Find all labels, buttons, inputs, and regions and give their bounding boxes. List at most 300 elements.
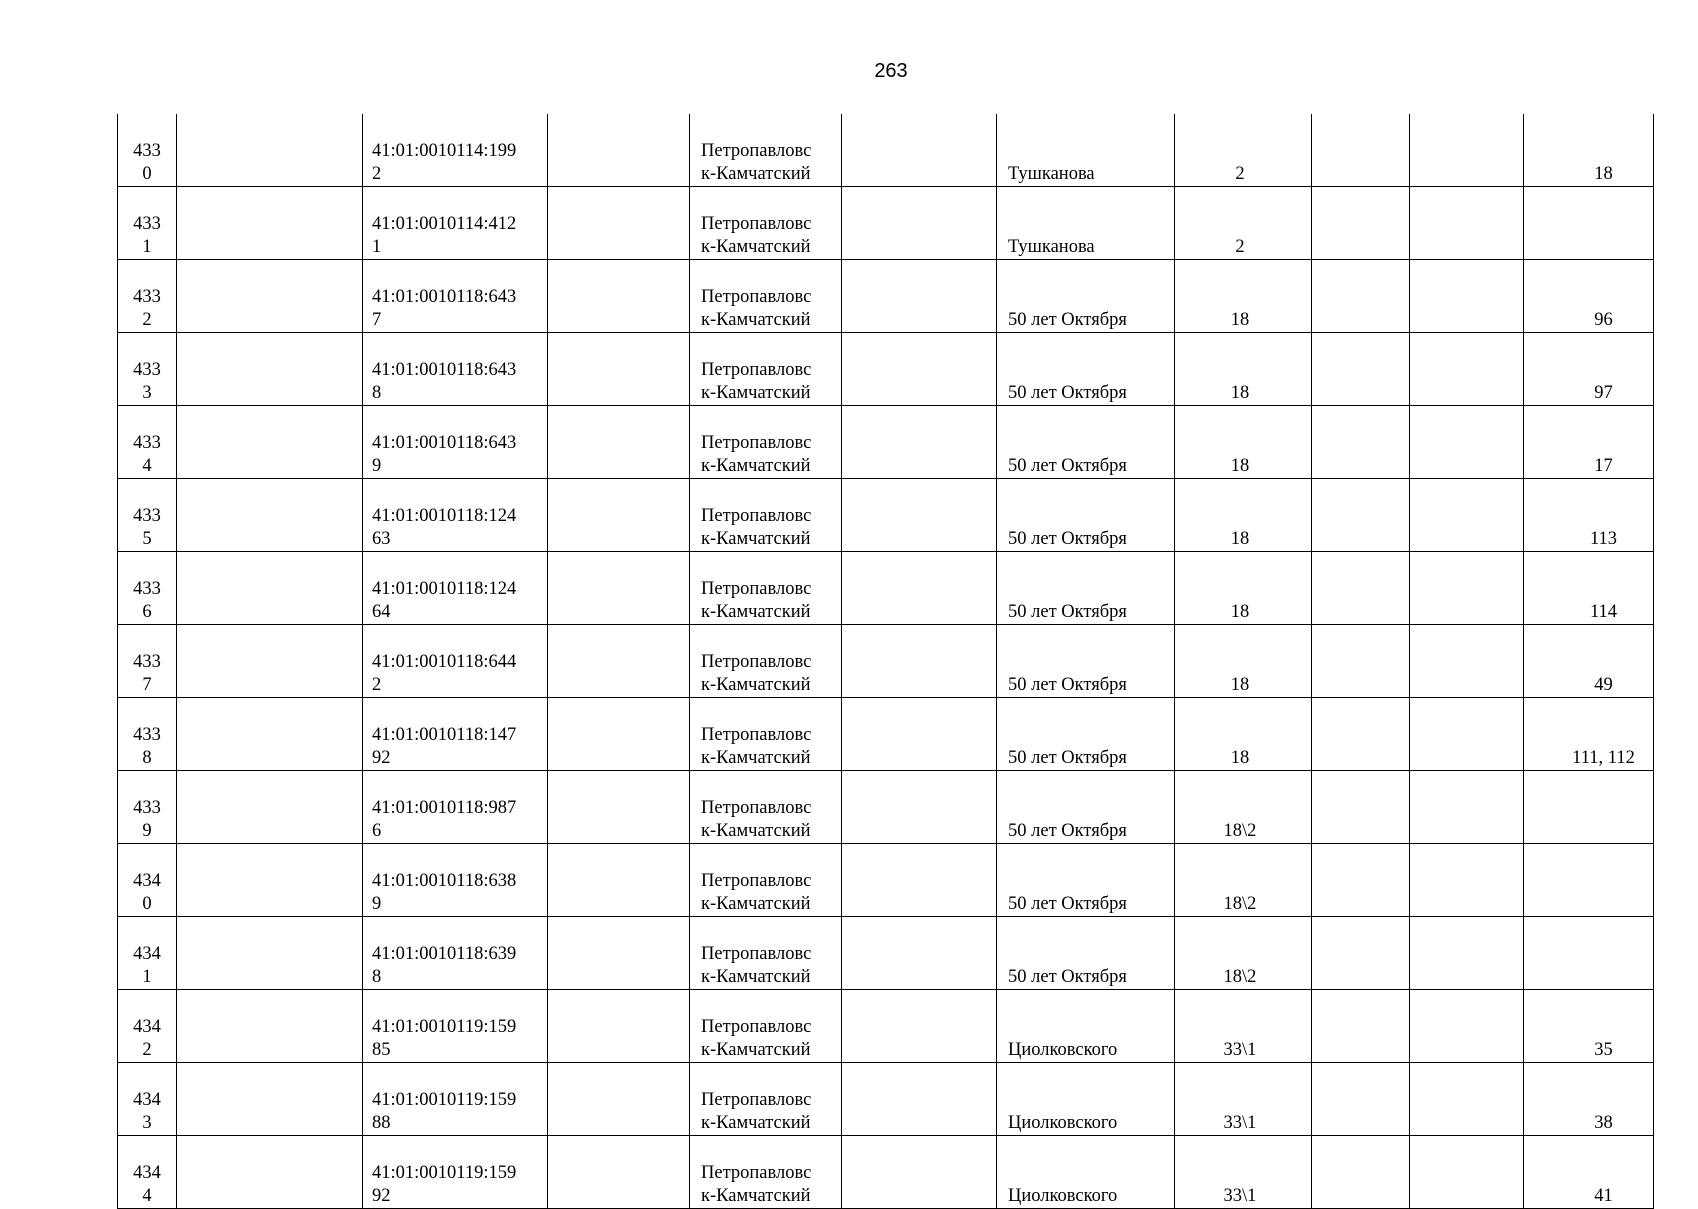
- table-row: [118, 1136, 1654, 1209]
- row-number-cell: [118, 552, 177, 625]
- house-number: 18: [1230, 310, 1250, 330]
- flat-cell: [1524, 990, 1654, 1063]
- city-line: Петропавловс: [701, 871, 812, 891]
- cadastral-number-cell: [363, 552, 548, 625]
- city-line: Петропавловс: [701, 287, 812, 307]
- cadastral-number-cell: [363, 625, 548, 698]
- house-cell: [1175, 698, 1312, 771]
- street-cell: [997, 917, 1175, 990]
- city-cell: [690, 1063, 842, 1136]
- empty-cell: [842, 1136, 997, 1209]
- empty-cell: [1312, 114, 1410, 187]
- flat-cell: [1524, 552, 1654, 625]
- city-cell: [690, 333, 842, 406]
- city-line: к-Камчатский: [701, 456, 811, 476]
- cadastral-number-line: 92: [372, 748, 391, 768]
- house-number: 18: [1230, 748, 1250, 768]
- house-cell: [1175, 990, 1312, 1063]
- row-number-cell: [118, 187, 177, 260]
- empty-cell: [1410, 406, 1524, 479]
- cadastral-number-line: 41:01:0010118:643: [372, 360, 517, 380]
- house-number: 18: [1230, 675, 1250, 695]
- row-number-line: 1: [142, 237, 152, 257]
- empty-cell: [177, 844, 363, 917]
- street-cell: [997, 187, 1175, 260]
- house-cell: [1175, 625, 1312, 698]
- house-cell: [1175, 333, 1312, 406]
- city-line: к-Камчатский: [701, 1186, 811, 1206]
- row-number-cell: [118, 406, 177, 479]
- empty-cell: [548, 406, 690, 479]
- cadastral-number-line: 92: [372, 1186, 391, 1206]
- empty-cell: [177, 771, 363, 844]
- flat-cell: [1524, 333, 1654, 406]
- table-row: [118, 844, 1654, 917]
- empty-cell: [1312, 187, 1410, 260]
- street-name: Тушканова: [1008, 164, 1095, 184]
- cadastral-number-line: 41:01:0010118:124: [372, 506, 517, 526]
- cadastral-number-line: 9: [372, 894, 382, 914]
- cadastral-number-line: 2: [372, 164, 382, 184]
- empty-cell: [842, 844, 997, 917]
- empty-cell: [548, 844, 690, 917]
- row-number-cell: [118, 990, 177, 1063]
- cadastral-number-line: 41:01:0010118:638: [372, 871, 517, 891]
- empty-cell: [177, 1063, 363, 1136]
- city-cell: [690, 990, 842, 1063]
- row-number-line: 433: [133, 214, 161, 234]
- flat-cell: [1524, 260, 1654, 333]
- row-number-line: 3: [142, 1113, 152, 1133]
- row-number-cell: [118, 260, 177, 333]
- cadastral-number-cell: [363, 917, 548, 990]
- street-cell: [997, 990, 1175, 1063]
- city-cell: [690, 187, 842, 260]
- city-cell: [690, 844, 842, 917]
- house-cell: [1175, 1063, 1312, 1136]
- row-number-line: 434: [133, 1163, 161, 1183]
- street-name: 50 лет Октября: [1008, 675, 1127, 695]
- empty-cell: [177, 625, 363, 698]
- empty-cell: [548, 187, 690, 260]
- city-line: к-Камчатский: [701, 1113, 811, 1133]
- house-number: 33\1: [1223, 1186, 1257, 1206]
- cadastral-number-line: 7: [372, 310, 382, 330]
- table-row: [118, 552, 1654, 625]
- row-number-line: 433: [133, 725, 161, 745]
- row-number-line: 8: [142, 748, 152, 768]
- row-number-cell: [118, 625, 177, 698]
- city-cell: [690, 479, 842, 552]
- empty-cell: [1312, 1136, 1410, 1209]
- empty-cell: [1312, 260, 1410, 333]
- street-cell: [997, 406, 1175, 479]
- empty-cell: [1312, 333, 1410, 406]
- empty-cell: [548, 771, 690, 844]
- city-line: Петропавловс: [701, 944, 812, 964]
- flat-cell: [1524, 479, 1654, 552]
- row-number-line: 434: [133, 1090, 161, 1110]
- row-number-line: 433: [133, 798, 161, 818]
- empty-cell: [842, 990, 997, 1063]
- street-name: Циолковского: [1008, 1040, 1118, 1060]
- house-number: 18: [1230, 383, 1250, 403]
- city-line: Петропавловс: [701, 360, 812, 380]
- empty-cell: [548, 333, 690, 406]
- cadastral-number-line: 88: [372, 1113, 391, 1133]
- cadastral-number-line: 41:01:0010118:124: [372, 579, 517, 599]
- flat-cell: [1524, 917, 1654, 990]
- empty-cell: [548, 625, 690, 698]
- empty-cell: [1410, 114, 1524, 187]
- city-cell: [690, 625, 842, 698]
- flat-cell: [1524, 771, 1654, 844]
- empty-cell: [842, 187, 997, 260]
- city-line: к-Камчатский: [701, 164, 811, 184]
- empty-cell: [1312, 990, 1410, 1063]
- table-row: [118, 479, 1654, 552]
- city-cell: [690, 771, 842, 844]
- cadastral-number-line: 41:01:0010118:644: [372, 652, 517, 672]
- cadastral-number-cell: [363, 844, 548, 917]
- cadastral-number-line: 8: [372, 967, 382, 987]
- cadastral-number-line: 41:01:0010118:639: [372, 944, 517, 964]
- row-number-cell: [118, 771, 177, 844]
- cadastral-number-line: 63: [372, 529, 391, 549]
- empty-cell: [1312, 917, 1410, 990]
- row-number-line: 434: [133, 871, 161, 891]
- house-cell: [1175, 844, 1312, 917]
- city-line: Петропавловс: [701, 1090, 812, 1110]
- street-name: Циолковского: [1008, 1113, 1118, 1133]
- street-cell: [997, 844, 1175, 917]
- cadastral-number-line: 41:01:0010118:643: [372, 287, 517, 307]
- empty-cell: [1312, 552, 1410, 625]
- street-name: 50 лет Октября: [1008, 529, 1127, 549]
- flat-cell: [1524, 187, 1654, 260]
- street-name: 50 лет Октября: [1008, 894, 1127, 914]
- empty-cell: [548, 990, 690, 1063]
- city-line: к-Камчатский: [701, 310, 811, 330]
- flat-cell: [1524, 698, 1654, 771]
- row-number-cell: [118, 1063, 177, 1136]
- empty-cell: [842, 625, 997, 698]
- flat-number: 38: [1594, 1113, 1613, 1133]
- empty-cell: [177, 260, 363, 333]
- city-line: к-Камчатский: [701, 237, 811, 257]
- city-line: Петропавловс: [701, 141, 812, 161]
- row-number-line: 433: [133, 579, 161, 599]
- row-number-line: 433: [133, 141, 161, 161]
- empty-cell: [548, 479, 690, 552]
- empty-cell: [177, 917, 363, 990]
- empty-cell: [177, 333, 363, 406]
- row-number-cell: [118, 917, 177, 990]
- cadastral-number-line: 8: [372, 383, 382, 403]
- street-name: 50 лет Октября: [1008, 602, 1127, 622]
- house-number: 18\2: [1223, 894, 1257, 914]
- empty-cell: [177, 990, 363, 1063]
- table-row: [118, 333, 1654, 406]
- empty-cell: [1410, 844, 1524, 917]
- empty-cell: [842, 917, 997, 990]
- street-name: 50 лет Октября: [1008, 456, 1127, 476]
- empty-cell: [842, 333, 997, 406]
- cadastral-number-cell: [363, 698, 548, 771]
- row-number-line: 2: [142, 1040, 152, 1060]
- cadastral-number-line: 6: [372, 821, 382, 841]
- street-name: Циолковского: [1008, 1186, 1118, 1206]
- empty-cell: [1410, 1136, 1524, 1209]
- street-cell: [997, 260, 1175, 333]
- row-number-cell: [118, 844, 177, 917]
- cadastral-number-cell: [363, 990, 548, 1063]
- table-row: [118, 698, 1654, 771]
- city-cell: [690, 698, 842, 771]
- empty-cell: [1410, 333, 1524, 406]
- street-name: 50 лет Октября: [1008, 967, 1127, 987]
- empty-cell: [1410, 625, 1524, 698]
- cadastral-number-cell: [363, 333, 548, 406]
- cadastral-number-line: 64: [372, 602, 391, 622]
- row-number-cell: [118, 479, 177, 552]
- flat-number: 35: [1594, 1040, 1613, 1060]
- city-line: к-Камчатский: [701, 894, 811, 914]
- cadastral-number-cell: [363, 260, 548, 333]
- empty-cell: [1410, 1063, 1524, 1136]
- cadastral-number-line: 41:01:0010119:159: [372, 1163, 517, 1183]
- city-line: Петропавловс: [701, 652, 812, 672]
- row-number-line: 0: [142, 164, 152, 184]
- empty-cell: [1312, 771, 1410, 844]
- house-cell: [1175, 187, 1312, 260]
- city-line: к-Камчатский: [701, 821, 811, 841]
- cadastral-number-line: 2: [372, 675, 382, 695]
- city-cell: [690, 917, 842, 990]
- street-cell: [997, 1136, 1175, 1209]
- row-number-line: 5: [142, 529, 152, 549]
- flat-number: 49: [1594, 675, 1613, 695]
- empty-cell: [842, 771, 997, 844]
- street-cell: [997, 625, 1175, 698]
- empty-cell: [842, 1063, 997, 1136]
- house-number: 18\2: [1223, 967, 1257, 987]
- registry-table: [117, 114, 1654, 1209]
- row-number-cell: [118, 114, 177, 187]
- empty-cell: [548, 917, 690, 990]
- empty-cell: [548, 552, 690, 625]
- house-number: 2: [1235, 164, 1245, 184]
- street-cell: [997, 1063, 1175, 1136]
- empty-cell: [842, 114, 997, 187]
- empty-cell: [1312, 698, 1410, 771]
- city-line: Петропавловс: [701, 433, 812, 453]
- row-number-line: 433: [133, 287, 161, 307]
- city-line: Петропавловс: [701, 506, 812, 526]
- city-line: Петропавловс: [701, 725, 812, 745]
- row-number-line: 434: [133, 944, 161, 964]
- flat-number: 111, 112: [1572, 748, 1635, 768]
- empty-cell: [1410, 990, 1524, 1063]
- empty-cell: [1410, 187, 1524, 260]
- empty-cell: [1410, 698, 1524, 771]
- city-line: Петропавловс: [701, 798, 812, 818]
- row-number-line: 7: [142, 675, 152, 695]
- cadastral-number-line: 85: [372, 1040, 391, 1060]
- row-number-cell: [118, 333, 177, 406]
- empty-cell: [842, 260, 997, 333]
- flat-number: 17: [1594, 456, 1613, 476]
- empty-cell: [1312, 479, 1410, 552]
- city-line: к-Камчатский: [701, 748, 811, 768]
- house-cell: [1175, 1136, 1312, 1209]
- row-number-line: 4: [142, 1186, 152, 1206]
- table-row: [118, 187, 1654, 260]
- empty-cell: [842, 698, 997, 771]
- table-row: [118, 917, 1654, 990]
- house-number: 2: [1235, 237, 1245, 257]
- city-line: к-Камчатский: [701, 602, 811, 622]
- empty-cell: [548, 1063, 690, 1136]
- table-row: [118, 625, 1654, 698]
- empty-cell: [842, 406, 997, 479]
- cadastral-number-line: 9: [372, 456, 382, 476]
- flat-number: 114: [1589, 602, 1618, 622]
- house-cell: [1175, 406, 1312, 479]
- house-number: 18\2: [1223, 821, 1257, 841]
- row-number-line: 434: [133, 1017, 161, 1037]
- cadastral-number-cell: [363, 1063, 548, 1136]
- empty-cell: [1410, 917, 1524, 990]
- cadastral-number-line: 41:01:0010114:199: [372, 141, 517, 161]
- city-cell: [690, 260, 842, 333]
- cadastral-number-line: 41:01:0010118:987: [372, 798, 517, 818]
- city-line: Петропавловс: [701, 214, 812, 234]
- cadastral-number-line: 41:01:0010118:147: [372, 725, 517, 745]
- table-row: [118, 1063, 1654, 1136]
- empty-cell: [1312, 625, 1410, 698]
- table-row: [118, 771, 1654, 844]
- city-cell: [690, 552, 842, 625]
- empty-cell: [177, 114, 363, 187]
- street-cell: [997, 333, 1175, 406]
- street-name: 50 лет Октября: [1008, 821, 1127, 841]
- house-number: 18: [1230, 529, 1250, 549]
- street-cell: [997, 114, 1175, 187]
- flat-cell: [1524, 1136, 1654, 1209]
- city-line: к-Камчатский: [701, 529, 811, 549]
- row-number-line: 0: [142, 894, 152, 914]
- row-number-line: 6: [142, 602, 152, 622]
- cadastral-number-line: 41:01:0010114:412: [372, 214, 517, 234]
- street-cell: [997, 698, 1175, 771]
- row-number-line: 4: [142, 456, 152, 476]
- city-cell: [690, 1136, 842, 1209]
- city-cell: [690, 114, 842, 187]
- table-row: [118, 406, 1654, 479]
- empty-cell: [177, 698, 363, 771]
- house-number: 33\1: [1223, 1040, 1257, 1060]
- empty-cell: [177, 552, 363, 625]
- city-line: Петропавловс: [701, 579, 812, 599]
- house-number: 18: [1230, 456, 1250, 476]
- row-number-line: 9: [142, 821, 152, 841]
- city-line: Петропавловс: [701, 1017, 812, 1037]
- house-cell: [1175, 552, 1312, 625]
- empty-cell: [1312, 844, 1410, 917]
- cadastral-number-line: 41:01:0010118:643: [372, 433, 517, 453]
- row-number-line: 433: [133, 433, 161, 453]
- city-line: Петропавловс: [701, 1163, 812, 1183]
- flat-number: 41: [1594, 1186, 1613, 1206]
- table-row: [118, 114, 1654, 187]
- empty-cell: [842, 552, 997, 625]
- cadastral-number-cell: [363, 771, 548, 844]
- empty-cell: [177, 187, 363, 260]
- house-cell: [1175, 479, 1312, 552]
- cadastral-number-cell: [363, 187, 548, 260]
- row-number-line: 2: [142, 310, 152, 330]
- table-body: [118, 114, 1654, 1209]
- cadastral-number-line: 41:01:0010119:159: [372, 1090, 517, 1110]
- row-number-line: 433: [133, 652, 161, 672]
- street-cell: [997, 479, 1175, 552]
- row-number-line: 433: [133, 360, 161, 380]
- empty-cell: [1410, 552, 1524, 625]
- street-cell: [997, 552, 1175, 625]
- cadastral-number-cell: [363, 479, 548, 552]
- house-cell: [1175, 917, 1312, 990]
- table-row: [118, 260, 1654, 333]
- row-number-line: 433: [133, 506, 161, 526]
- house-number: 33\1: [1223, 1113, 1257, 1133]
- street-name: 50 лет Октября: [1008, 748, 1127, 768]
- table-row: [118, 990, 1654, 1063]
- row-number-line: 1: [142, 967, 152, 987]
- empty-cell: [548, 698, 690, 771]
- cadastral-number-cell: [363, 1136, 548, 1209]
- empty-cell: [548, 114, 690, 187]
- cadastral-number-line: 41:01:0010119:159: [372, 1017, 517, 1037]
- house-number: 18: [1230, 602, 1250, 622]
- city-cell: [690, 406, 842, 479]
- empty-cell: [1312, 1063, 1410, 1136]
- empty-cell: [177, 406, 363, 479]
- empty-cell: [1410, 260, 1524, 333]
- street-name: 50 лет Октября: [1008, 383, 1127, 403]
- empty-cell: [1312, 406, 1410, 479]
- row-number-cell: [118, 1136, 177, 1209]
- page-number: 263: [874, 60, 908, 82]
- city-line: к-Камчатский: [701, 383, 811, 403]
- row-number-cell: [118, 698, 177, 771]
- flat-cell: [1524, 1063, 1654, 1136]
- empty-cell: [1410, 771, 1524, 844]
- city-line: к-Камчатский: [701, 675, 811, 695]
- flat-cell: [1524, 844, 1654, 917]
- house-cell: [1175, 114, 1312, 187]
- empty-cell: [1410, 479, 1524, 552]
- house-cell: [1175, 771, 1312, 844]
- empty-cell: [177, 479, 363, 552]
- empty-cell: [548, 260, 690, 333]
- city-line: к-Камчатский: [701, 967, 811, 987]
- empty-cell: [842, 479, 997, 552]
- street-name: Тушканова: [1008, 237, 1095, 257]
- city-line: к-Камчатский: [701, 1040, 811, 1060]
- cadastral-number-line: 1: [372, 237, 382, 257]
- row-number-line: 3: [142, 383, 152, 403]
